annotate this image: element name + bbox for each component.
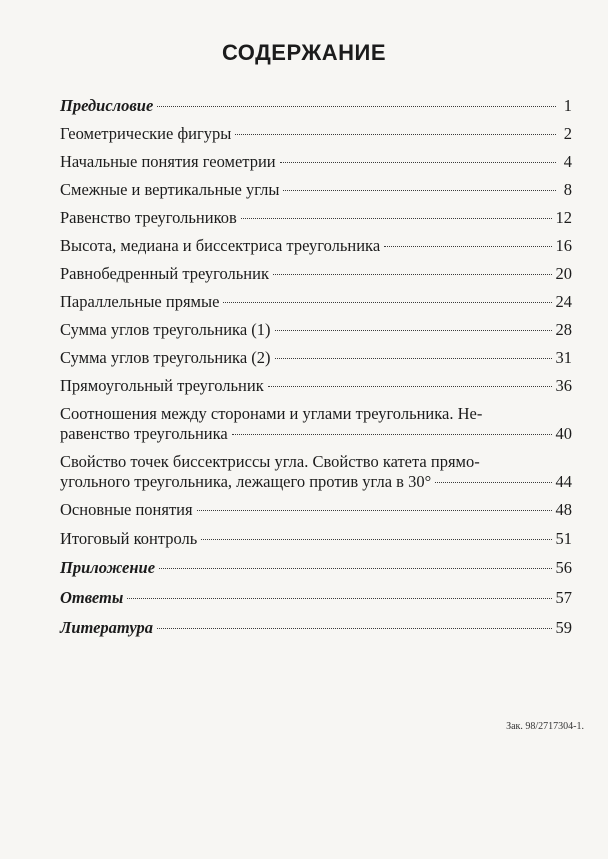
toc-entry[interactable] [60, 529, 572, 549]
dot-leader [384, 246, 551, 247]
toc-entry-title: Итоговый контроль [60, 529, 198, 548]
toc-entry-page: 12 [555, 208, 572, 227]
toc-entry-page: 28 [555, 320, 572, 339]
toc-entry-title: Геометрические фигуры [60, 124, 232, 143]
dot-leader [157, 106, 556, 107]
toc-entry[interactable] [60, 264, 572, 284]
toc-entry[interactable] [60, 376, 572, 396]
dot-leader [157, 628, 552, 629]
toc-entry[interactable] [60, 404, 572, 444]
toc-entry-page: 36 [555, 376, 572, 395]
dot-leader [275, 358, 552, 359]
dot-leader [280, 162, 556, 163]
toc-entry-title: Смежные и вертикальные углы [60, 180, 280, 199]
toc-entry-title: Предисловие [60, 96, 154, 115]
toc-entry-page: 24 [555, 292, 572, 311]
toc-entry-title: Высота, медиана и биссектриса треугольника [60, 236, 381, 255]
page-title: СОДЕРЖАНИЕ [221, 40, 387, 65]
dot-leader [273, 274, 552, 275]
toc-entry[interactable] [60, 180, 572, 200]
toc-entry[interactable] [60, 152, 572, 172]
toc-entry-page: 51 [555, 529, 572, 548]
toc-entry-title: Литература [60, 618, 153, 637]
dot-leader [197, 510, 552, 511]
toc-entry-title: Приложение [60, 558, 156, 577]
dot-leader [127, 598, 551, 599]
toc-entry-page: 40 [555, 424, 572, 443]
toc-entry-page: 48 [555, 500, 572, 519]
toc-entry-title: Прямоугольный треугольник [60, 376, 264, 395]
toc-entry[interactable] [60, 500, 572, 520]
toc-entry-title-line1: Свойство точек биссектриссы угла. Свойство катета прямо- [60, 452, 480, 471]
toc-entry-page: 56 [555, 558, 572, 577]
toc-entry[interactable] [60, 348, 572, 368]
toc-entry-page: 4 [563, 152, 572, 171]
toc-entry-page: 16 [555, 236, 572, 255]
dot-leader [275, 330, 552, 331]
toc-entry-title: Начальные понятия геометрии [60, 152, 276, 171]
dot-leader [283, 190, 556, 191]
toc-entry-page: 44 [555, 472, 572, 491]
toc-entry-title: Равнобедренный треугольник [60, 264, 269, 283]
toc-entry-title: Сумма углов треугольника (1) [60, 320, 271, 339]
toc-entry-page: 57 [555, 588, 572, 607]
toc-entry-title: Параллельные прямые [60, 292, 220, 311]
toc-entry[interactable] [60, 236, 572, 256]
toc-entry-page: 59 [555, 618, 572, 637]
toc-entry-title: Равенство треугольников [60, 208, 237, 227]
toc-entry-title: Ответы [60, 588, 124, 607]
toc-entry-title: Сумма углов треугольника (2) [60, 348, 271, 367]
toc-entry[interactable] [60, 292, 572, 312]
dot-leader [235, 134, 556, 135]
dot-leader [201, 539, 551, 540]
dot-leader [232, 434, 552, 435]
toc-entry-title-line1: Соотношения между сторонами и углами треугольника. Не- [60, 404, 483, 423]
toc-entry-title: равенство треугольника [60, 424, 228, 443]
toc-entry[interactable] [60, 320, 572, 340]
toc-entry[interactable] [60, 124, 572, 144]
toc-entry-literature[interactable] [60, 618, 572, 638]
toc-entry-title: угольного треугольника, лежащего против угла в 30° [60, 472, 432, 491]
dot-leader [223, 302, 551, 303]
toc-entry-page: 31 [555, 348, 572, 367]
toc-entry-page: 8 [563, 180, 572, 199]
toc-entry[interactable] [60, 452, 572, 492]
toc-entry-page: 20 [555, 264, 572, 283]
toc-entry-appendix[interactable] [60, 558, 572, 578]
toc-entry[interactable] [60, 208, 572, 228]
dot-leader [159, 568, 551, 569]
toc-entry-page: 1 [563, 96, 572, 115]
dot-leader [241, 218, 552, 219]
toc-entry-title: Основные понятия [60, 500, 193, 519]
toc-entry-page: 2 [563, 124, 572, 143]
dot-leader [268, 386, 552, 387]
toc-entry-preface[interactable] [60, 96, 572, 116]
dot-leader [435, 482, 551, 483]
toc-entry-answers[interactable] [60, 588, 572, 608]
print-order-code: Зак. 98/2717304-1. [506, 721, 584, 732]
